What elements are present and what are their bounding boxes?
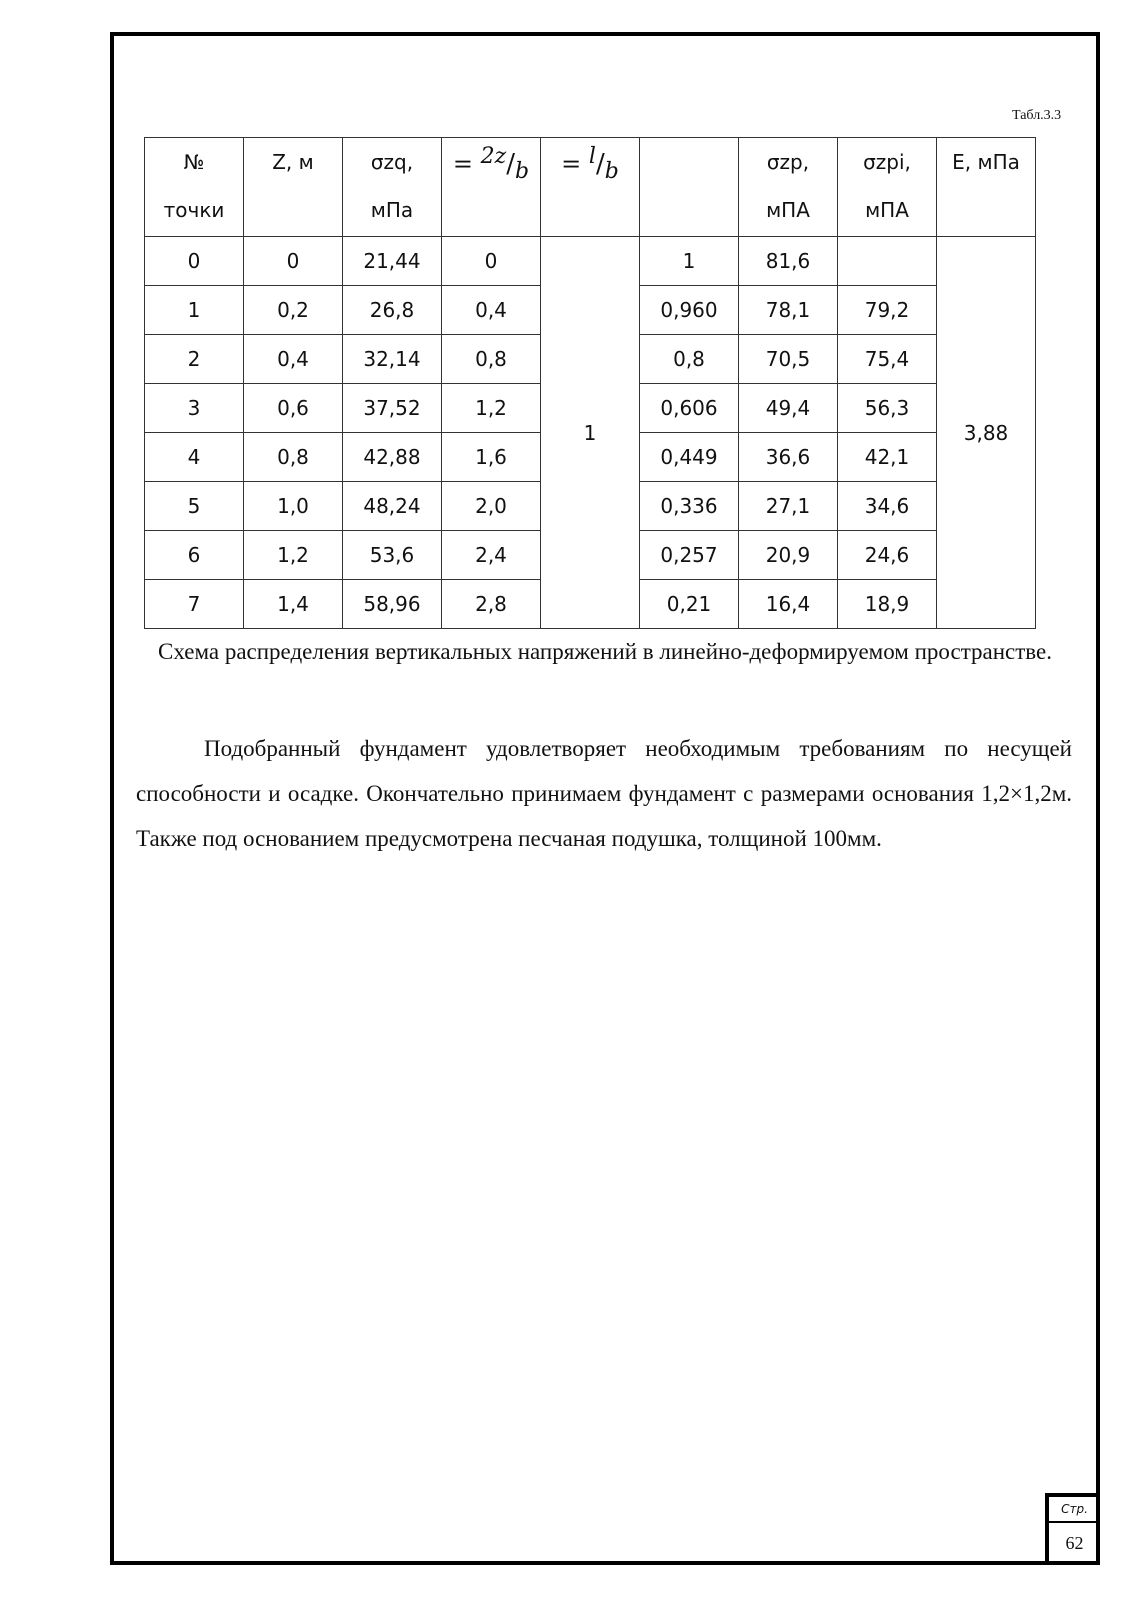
- cell-sigma-zp: 27,1: [739, 482, 838, 531]
- cell-sigma-zq: 42,88: [343, 433, 442, 482]
- table-label: Табл.3.3: [1012, 108, 1062, 123]
- cell-depth: 1,0: [244, 482, 343, 531]
- cell-coefficient: 0,449: [640, 433, 739, 482]
- cell-sigma-zq: 37,52: [343, 384, 442, 433]
- header-sigma-zq: σzq, мПа: [343, 138, 442, 237]
- cell-depth: 0: [244, 237, 343, 286]
- cell-point-number: 1: [145, 286, 244, 335]
- cell-alpha: 0,8: [442, 335, 541, 384]
- cell-sigma-zq: 58,96: [343, 580, 442, 629]
- header-sigma-zpi: σzpi, мПА: [838, 138, 937, 237]
- cell-sigma-zpi: 56,3: [838, 384, 937, 433]
- cell-sigma-zpi: 75,4: [838, 335, 937, 384]
- cell-coefficient: 0,21: [640, 580, 739, 629]
- cell-sigma-zpi: 34,6: [838, 482, 937, 531]
- cell-sigma-zq: 32,14: [343, 335, 442, 384]
- cell-depth: 0,4: [244, 335, 343, 384]
- cell-point-number: 4: [145, 433, 244, 482]
- cell-alpha: 2,4: [442, 531, 541, 580]
- stamp-label: Стр.: [1049, 1497, 1100, 1523]
- page-stamp: [1045, 1493, 1100, 1565]
- cell-sigma-zq: 26,8: [343, 286, 442, 335]
- cell-point-number: 6: [145, 531, 244, 580]
- cell-sigma-zp: 70,5: [739, 335, 838, 384]
- cell-depth: 0,8: [244, 433, 343, 482]
- cell-sigma-zp: 20,9: [739, 531, 838, 580]
- cell-point-number: 2: [145, 335, 244, 384]
- cell-sigma-zp: 36,6: [739, 433, 838, 482]
- stress-table: [144, 137, 1036, 629]
- cell-depth: 0,6: [244, 384, 343, 433]
- cell-alpha: 0: [442, 237, 541, 286]
- cell-alpha: 1,6: [442, 433, 541, 482]
- cell-sigma-zp: 16,4: [739, 580, 838, 629]
- cell-point-number: 7: [145, 580, 244, 629]
- header-alpha-formula: = $^{2z}/_b$: [442, 138, 541, 237]
- conclusion-paragraph: Подобранный фундамент удовлетворяет необходимым требованиям по несущей способности и осадке. Окончательно принимаем фундамент с размерами основания 1,2×1,2м. Также под основанием предусмотрена песчаная подушка, толщиной 100мм.: [136, 736, 1072, 851]
- cell-sigma-zp: 49,4: [739, 384, 838, 433]
- table-caption: Схема распределения вертикальных напряжений в линейно-деформируемом пространстве.: [158, 639, 1052, 664]
- cell-coefficient: 0,257: [640, 531, 739, 580]
- cell-coefficient: 1: [640, 237, 739, 286]
- cell-coefficient: 0,336: [640, 482, 739, 531]
- cell-sigma-zpi: [838, 237, 937, 286]
- cell-sigma-zq: 53,6: [343, 531, 442, 580]
- cell-sigma-zpi: 79,2: [838, 286, 937, 335]
- table-header-row: [145, 138, 1036, 237]
- cell-point-number: 5: [145, 482, 244, 531]
- header-point-number: № точки: [145, 138, 244, 237]
- cell-alpha: 2,0: [442, 482, 541, 531]
- header-sigma-zp: σzp, мПА: [739, 138, 838, 237]
- cell-depth: 0,2: [244, 286, 343, 335]
- cell-coefficient: 0,606: [640, 384, 739, 433]
- cell-modulus-merged: 3,88: [937, 237, 1036, 629]
- cell-point-number: 3: [145, 384, 244, 433]
- cell-sigma-zp: 78,1: [739, 286, 838, 335]
- cell-alpha: 1,2: [442, 384, 541, 433]
- cell-sigma-zq: 48,24: [343, 482, 442, 531]
- cell-point-number: 0: [145, 237, 244, 286]
- cell-depth: 1,4: [244, 580, 343, 629]
- cell-alpha: 2,8: [442, 580, 541, 629]
- page-number: 62: [1065, 1533, 1084, 1553]
- header-modulus: E, мПа: [937, 138, 1036, 237]
- header-depth: Z, м: [244, 138, 343, 237]
- cell-depth: 1,2: [244, 531, 343, 580]
- table-row: [145, 237, 1036, 286]
- cell-coefficient: 0,960: [640, 286, 739, 335]
- cell-coefficient: 0,8: [640, 335, 739, 384]
- cell-sigma-zp: 81,6: [739, 237, 838, 286]
- header-coefficient: [640, 138, 739, 237]
- cell-eta-merged: 1: [541, 237, 640, 629]
- cell-sigma-zpi: 24,6: [838, 531, 937, 580]
- cell-sigma-zpi: 18,9: [838, 580, 937, 629]
- cell-sigma-zpi: 42,1: [838, 433, 937, 482]
- header-eta-formula: = $^l/_b$: [541, 138, 640, 237]
- cell-sigma-zq: 21,44: [343, 237, 442, 286]
- cell-alpha: 0,4: [442, 286, 541, 335]
